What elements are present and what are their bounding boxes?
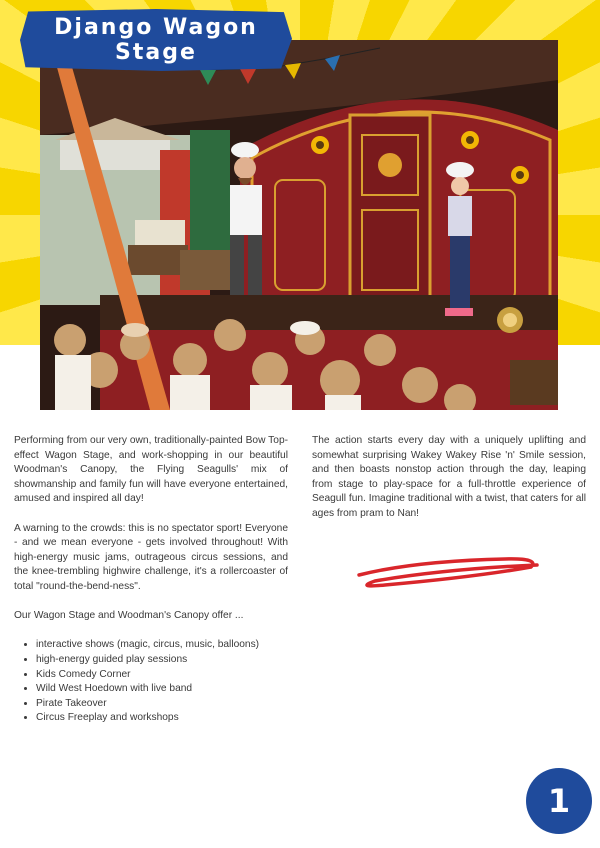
stage-photo (40, 40, 558, 410)
list-item: • Kids Comedy Corner (36, 668, 288, 683)
right-column (312, 434, 586, 536)
title-banner (20, 9, 292, 71)
list-item: • Pirate Takeover (36, 697, 288, 712)
list-item: • interactive shows (magic, circus, music, balloons) (36, 638, 288, 653)
page-title (20, 9, 292, 71)
page-title-line-1: Django Wagon (54, 15, 258, 40)
page-number: 1 (547, 782, 571, 820)
offer-list (14, 638, 288, 726)
page-title-line-2: Stage (115, 40, 197, 65)
action-paragraph: The action starts every day with a uniquely uplifting and somewhat surprising Wakey Wakey Rise 'n' Smile session, and then boasts nonstop action through the day, leaping from stage to play-space for a full-throttle experience of Seagull fun. Imagine traditional with a twist, that caters for all ages from pram to Nan! (312, 435, 586, 519)
list-item: • Circus Freeplay and workshops (36, 711, 288, 726)
warning-paragraph: A warning to the crowds: this is no spectator sport! Everyone - and we mean everyone - gets involved throughout! With high-energy music jams, outrageous circus sessions, and the knee-trembling highwire challenge, it's a rollercoaster of total "round-the-bend-ness". (14, 522, 288, 592)
stage-photo-illustration (40, 40, 558, 410)
red-scribble-decoration (355, 553, 545, 593)
list-item: • Wild West Hoedown with live band (36, 682, 288, 697)
offer-lead-paragraph: Our Wagon Stage and Woodman's Canopy offer ... (14, 610, 244, 622)
left-column (14, 434, 288, 726)
intro-paragraph: Performing from our very own, traditionally-painted Bow Top-effect Wagon Stage, and work-shopping in our beautiful Woodman's Canopy, the Flying Seagulls' mix of showmanship and family fun will have everyone entertained, amused and inspired all day! (14, 435, 288, 505)
list-item: • high-energy guided play sessions (36, 653, 288, 668)
page-number-badge (526, 768, 592, 834)
